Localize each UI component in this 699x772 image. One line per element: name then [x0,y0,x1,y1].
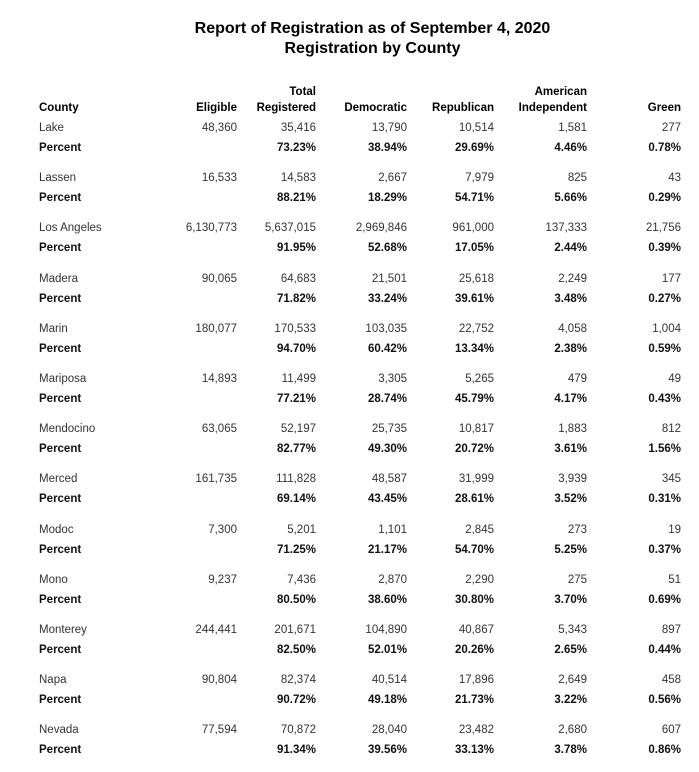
county-name: Marin [39,322,68,335]
percent-label: Percent [39,192,82,205]
republican-percent: 33.13% [454,744,494,757]
republican-percent: 39.61% [454,292,494,305]
total-registered-value: 7,436 [287,573,316,586]
democratic-value: 28,040 [371,724,407,737]
total-registered-value: 5,637,015 [264,222,316,235]
total-registered-value: 201,671 [274,623,316,636]
percent-label: Percent [39,392,82,405]
green-percent: 0.37% [648,543,681,556]
column-header-total-line1: Total [289,86,316,98]
total-registered-percent: 69.14% [276,493,316,506]
american-independent-percent: 5.66% [554,192,587,205]
democratic-value: 2,870 [378,573,407,586]
republican-value: 31,999 [458,473,494,486]
county-name: Modoc [39,523,74,536]
green-percent: 0.43% [648,392,681,405]
green-value: 21,756 [645,222,681,235]
republican-value: 17,896 [458,674,494,687]
republican-percent: 28.61% [454,493,494,506]
democratic-percent: 28.74% [367,392,407,405]
green-value: 897 [661,623,681,636]
democratic-value: 13,790 [371,122,407,134]
percent-label: Percent [39,493,82,506]
democratic-value: 103,035 [365,322,407,335]
republican-value: 25,618 [458,272,494,285]
republican-value: 40,867 [458,623,494,636]
column-header-democratic: Democratic [344,102,407,114]
county-block [0,271,699,321]
total-registered-percent: 71.82% [276,292,316,305]
total-registered-percent: 73.23% [276,142,316,154]
republican-percent: 45.79% [454,392,494,405]
total-registered-percent: 71.25% [276,543,316,556]
green-value: 1,004 [652,322,681,335]
american-independent-percent: 5.25% [554,543,587,556]
republican-percent: 29.69% [454,142,494,154]
democratic-value: 21,501 [371,272,407,285]
republican-percent: 54.70% [454,543,494,556]
county-block [0,522,699,572]
democratic-percent: 49.18% [367,694,407,707]
democratic-value: 104,890 [365,623,407,636]
democratic-percent: 21.17% [367,543,407,556]
republican-percent: 13.34% [454,342,494,355]
percent-label: Percent [39,694,82,707]
green-percent: 0.27% [648,292,681,305]
eligible-value: 77,594 [201,724,237,737]
county-name: Madera [39,272,78,285]
green-value: 43 [668,172,681,185]
democratic-percent: 33.24% [367,292,407,305]
total-registered-value: 170,533 [274,322,316,335]
county-name: Lassen [39,172,77,185]
total-registered-value: 82,374 [280,674,316,687]
column-header-ai-line2: Independent [518,102,587,114]
american-independent-percent: 3.70% [554,593,587,606]
republican-value: 22,752 [458,322,494,335]
eligible-value: 14,893 [201,372,237,385]
percent-label: Percent [39,242,82,255]
county-block [0,220,699,270]
eligible-value: 63,065 [201,423,237,436]
county-name: Mariposa [39,372,87,385]
green-percent: 0.69% [648,593,681,606]
republican-value: 23,482 [458,724,494,737]
eligible-value: 90,804 [201,674,237,687]
total-registered-percent: 91.34% [276,744,316,757]
eligible-value: 16,533 [201,172,237,185]
green-percent: 0.78% [648,142,681,154]
eligible-value: 48,360 [201,122,237,134]
column-header-total-line2: Registered [256,102,316,114]
total-registered-percent: 90.72% [276,694,316,707]
american-independent-value: 137,333 [545,222,587,235]
percent-label: Percent [39,593,82,606]
american-independent-value: 825 [567,172,587,185]
green-value: 607 [661,724,681,737]
republican-value: 2,845 [465,523,494,536]
total-registered-value: 14,583 [280,172,316,185]
american-independent-value: 4,058 [558,322,587,335]
republican-percent: 20.72% [454,443,494,456]
democratic-percent: 39.56% [367,744,407,757]
column-header-ai-line1: American [534,86,587,98]
report-title: Report of Registration as of September 4, 2020 [194,20,551,37]
percent-label: Percent [39,443,82,456]
total-registered-percent: 91.95% [276,242,316,255]
democratic-value: 2,969,846 [355,222,407,235]
column-header-green: Green [647,102,681,114]
democratic-percent: 52.01% [367,643,407,656]
county-block [0,170,699,220]
democratic-value: 1,101 [378,523,407,536]
american-independent-percent: 3.61% [554,443,587,456]
green-percent: 0.39% [648,242,681,255]
republican-value: 961,000 [452,222,494,235]
democratic-value: 48,587 [371,473,407,486]
green-percent: 0.86% [648,744,681,757]
green-percent: 0.31% [648,493,681,506]
green-value: 49 [668,372,681,385]
american-independent-percent: 4.17% [554,392,587,405]
green-percent: 0.44% [648,643,681,656]
republican-value: 5,265 [465,372,494,385]
total-registered-percent: 94.70% [276,342,316,355]
green-value: 812 [661,423,681,436]
democratic-percent: 18.29% [367,192,407,205]
green-value: 19 [668,523,681,536]
county-name: Merced [39,473,78,486]
democratic-value: 3,305 [378,372,407,385]
eligible-value: 161,735 [195,473,237,486]
county-table-body [0,120,699,772]
american-independent-percent: 2.44% [554,242,587,255]
column-header-republican: Republican [432,102,494,114]
american-independent-percent: 2.65% [554,643,587,656]
county-block [0,321,699,371]
green-percent: 0.59% [648,342,681,355]
total-registered-value: 35,416 [280,122,316,134]
county-block [0,572,699,622]
republican-percent: 30.80% [454,593,494,606]
republican-value: 10,514 [458,122,494,134]
american-independent-value: 479 [567,372,587,385]
county-name: Mono [39,573,68,586]
american-independent-value: 2,249 [558,272,587,285]
percent-label: Percent [39,142,82,154]
american-independent-percent: 3.48% [554,292,587,305]
county-block [0,371,699,421]
county-block [0,120,699,170]
total-registered-value: 52,197 [280,423,316,436]
green-value: 458 [661,674,681,687]
green-value: 277 [661,122,681,134]
percent-label: Percent [39,643,82,656]
county-name: Los Angeles [39,222,102,235]
democratic-value: 2,667 [378,172,407,185]
report-title-block [0,19,699,59]
total-registered-percent: 82.77% [276,443,316,456]
eligible-value: 6,130,773 [185,222,237,235]
democratic-percent: 43.45% [367,493,407,506]
democratic-value: 40,514 [371,674,407,687]
republican-percent: 17.05% [454,242,494,255]
total-registered-percent: 77.21% [276,392,316,405]
column-header-eligible: Eligible [196,102,237,114]
american-independent-value: 5,343 [558,623,587,636]
republican-percent: 21.73% [454,694,494,707]
american-independent-value: 1,883 [558,423,587,436]
democratic-percent: 38.60% [367,593,407,606]
percent-label: Percent [39,543,82,556]
total-registered-value: 111,828 [276,473,316,486]
american-independent-value: 273 [567,523,587,536]
republican-value: 7,979 [465,172,494,185]
eligible-value: 180,077 [195,322,237,335]
eligible-value: 9,237 [208,573,237,586]
total-registered-value: 64,683 [280,272,316,285]
republican-percent: 54.71% [454,192,494,205]
percent-label: Percent [39,292,82,305]
report-subtitle: Registration by County [284,40,461,57]
total-registered-value: 70,872 [280,724,316,737]
democratic-percent: 60.42% [367,342,407,355]
total-registered-value: 11,499 [281,372,316,385]
green-percent: 0.56% [648,694,681,707]
column-header-county: County [39,102,79,114]
county-block [0,672,699,722]
percent-label: Percent [39,342,82,355]
percent-label: Percent [39,744,82,757]
green-value: 177 [661,272,681,285]
county-name: Napa [39,674,67,687]
democratic-percent: 52.68% [367,242,407,255]
county-name: Mendocino [39,423,96,436]
total-registered-percent: 80.50% [276,593,316,606]
county-name: Nevada [39,724,79,737]
green-percent: 0.29% [648,192,681,205]
american-independent-percent: 3.22% [554,694,587,707]
republican-value: 10,817 [458,423,494,436]
total-registered-percent: 88.21% [276,192,316,205]
eligible-value: 7,300 [208,523,237,536]
american-independent-percent: 3.78% [554,744,587,757]
american-independent-value: 2,649 [558,674,587,687]
democratic-percent: 49.30% [367,443,407,456]
american-independent-percent: 4.46% [554,142,587,154]
county-name: Lake [39,122,64,134]
green-value: 51 [668,573,681,586]
county-block [0,471,699,521]
democratic-value: 25,735 [371,423,407,436]
county-block [0,421,699,471]
green-value: 345 [661,473,681,486]
american-independent-percent: 2.38% [554,342,587,355]
total-registered-value: 5,201 [287,523,316,536]
green-percent: 1.56% [648,443,681,456]
republican-percent: 20.26% [454,643,494,656]
american-independent-value: 275 [567,573,587,586]
democratic-percent: 38.94% [367,142,407,154]
eligible-value: 244,441 [195,623,237,636]
total-registered-percent: 82.50% [276,643,316,656]
eligible-value: 90,065 [201,272,237,285]
american-independent-value: 3,939 [558,473,587,486]
american-independent-percent: 3.52% [554,493,587,506]
american-independent-value: 2,680 [558,724,587,737]
county-name: Monterey [39,623,87,636]
county-block [0,622,699,672]
american-independent-value: 1,581 [558,122,587,134]
republican-value: 2,290 [465,573,494,586]
